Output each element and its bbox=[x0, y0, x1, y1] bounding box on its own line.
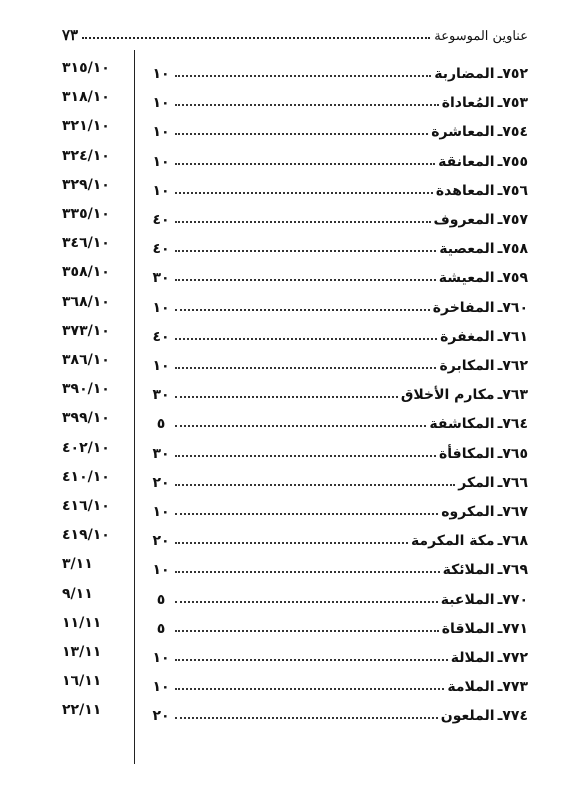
entry bbox=[150, 233, 528, 257]
entry-count: ٣٠ bbox=[152, 387, 170, 404]
volume-page-ref: ٣٨٦/١٠ bbox=[62, 352, 110, 368]
entry-number: ٧٦٠ـ bbox=[497, 299, 528, 316]
entry-count: ١٠ bbox=[152, 124, 170, 141]
entry-count: ١٠ bbox=[152, 562, 170, 579]
entry bbox=[150, 642, 528, 666]
entry-title: الملاقاة bbox=[441, 620, 495, 637]
entry-count: ٤٠ bbox=[152, 241, 170, 258]
dot-leader bbox=[175, 717, 438, 719]
entry-title: الملامة bbox=[447, 679, 495, 696]
dot-leader bbox=[175, 338, 437, 340]
list-item bbox=[0, 436, 580, 466]
dot-leader bbox=[175, 542, 408, 544]
volume-page-ref: ٣٢٤/١٠ bbox=[62, 147, 110, 164]
entry-title: المعيشة bbox=[438, 270, 495, 287]
entry-count: ٥ bbox=[156, 591, 166, 608]
entry bbox=[150, 321, 528, 345]
entry-title: الملائكة bbox=[442, 562, 495, 579]
entry-count: ٤٠ bbox=[152, 328, 170, 345]
volume-page-ref: ٣/١١ bbox=[62, 556, 93, 573]
entry-title: المكاشفة bbox=[429, 416, 495, 433]
entry-title: الملالة bbox=[450, 650, 495, 666]
entry bbox=[150, 262, 528, 286]
entry-number: ٧٥٩ـ bbox=[497, 270, 528, 287]
list-item bbox=[0, 114, 580, 144]
volume-page-ref: ١١/١١ bbox=[62, 614, 102, 631]
entry-count: ١٠ bbox=[152, 299, 170, 316]
entry-number: ٧٦٧ـ bbox=[497, 504, 528, 520]
entry-number: ٧٧٠ـ bbox=[497, 591, 528, 608]
entry-count: ١٠ bbox=[152, 650, 170, 666]
entry-count: ١٠ bbox=[152, 153, 170, 170]
entry-title: المكابرة bbox=[439, 358, 495, 374]
volume-page-ref: ٣٤٦/١٠ bbox=[62, 235, 110, 252]
list-item bbox=[0, 698, 580, 728]
entry-number: ٧٥٤ـ bbox=[497, 124, 528, 141]
dot-leader bbox=[175, 601, 438, 603]
entry-count: ٥ bbox=[156, 416, 166, 433]
entry-count: ٥ bbox=[156, 620, 166, 637]
entry bbox=[150, 292, 528, 316]
entry-count: ١٠ bbox=[152, 679, 170, 696]
entry-number: ٧٥٦ـ bbox=[497, 182, 528, 199]
entry-number: ٧٦٩ـ bbox=[497, 562, 528, 579]
list-item bbox=[0, 406, 580, 436]
volume-page-ref: ٣٢٩/١٠ bbox=[62, 176, 110, 193]
entry-number: ٧٦١ـ bbox=[497, 328, 528, 345]
dot-leader bbox=[175, 163, 435, 165]
entry-number: ٧٧٣ـ bbox=[497, 679, 528, 696]
entry-title: المعاهدة bbox=[435, 182, 495, 199]
volume-page-ref: ٤١٠/١٠ bbox=[62, 468, 110, 485]
dot-leader bbox=[175, 396, 398, 398]
dot-leader bbox=[175, 484, 455, 486]
entry-count: ٤٠ bbox=[152, 212, 170, 228]
entry-title: الملاعبة bbox=[440, 591, 495, 608]
volume-page-ref: ٣٧٣/١٠ bbox=[62, 322, 110, 339]
entry-number: ٧٦٤ـ bbox=[497, 416, 528, 433]
entry bbox=[150, 379, 528, 403]
dot-leader bbox=[175, 630, 439, 632]
entry-count: ١٠ bbox=[152, 358, 170, 374]
dot-leader bbox=[175, 192, 433, 194]
volume-page-ref: ٣١٨/١٠ bbox=[62, 89, 110, 106]
dot-leader bbox=[175, 513, 438, 515]
entry-title: المفاخرة bbox=[432, 299, 495, 316]
entry-title: الملعون bbox=[440, 708, 495, 725]
list-item bbox=[0, 348, 580, 378]
entry-title: المغفرة bbox=[440, 328, 495, 345]
entry-title: المُعاداة bbox=[441, 95, 495, 112]
entry bbox=[150, 116, 528, 140]
volume-page-ref: ٣٢١/١٠ bbox=[62, 118, 110, 135]
entry-number: ٧٦٢ـ bbox=[497, 358, 528, 374]
entry-count: ١٠ bbox=[152, 504, 170, 520]
dot-leader bbox=[175, 104, 439, 106]
list-item bbox=[0, 523, 580, 553]
dot-leader bbox=[175, 133, 428, 135]
entry bbox=[150, 146, 528, 170]
dot-leader bbox=[175, 250, 436, 252]
list-item bbox=[0, 144, 580, 174]
list-item bbox=[0, 552, 580, 582]
entry bbox=[150, 496, 528, 520]
header-dot-leader bbox=[82, 37, 430, 39]
entry bbox=[150, 58, 528, 82]
entry-number: ٧٦٦ـ bbox=[497, 474, 528, 491]
entry bbox=[150, 700, 528, 724]
volume-page-ref: ٣٦٨/١٠ bbox=[62, 293, 110, 310]
entry-count: ٢٠ bbox=[152, 533, 170, 550]
entry-title: المكر bbox=[458, 474, 495, 491]
entry bbox=[150, 467, 528, 491]
list-item bbox=[0, 56, 580, 86]
entry-title: المعروف bbox=[433, 212, 495, 228]
entry bbox=[150, 438, 528, 462]
volume-page-ref: ١٦/١١ bbox=[62, 673, 102, 690]
entry-number: ٧٥٥ـ bbox=[497, 153, 528, 170]
entry-count: ١٠ bbox=[152, 95, 170, 112]
list-item bbox=[0, 377, 580, 407]
entry bbox=[150, 204, 528, 228]
entry-number: ٧٧٤ـ bbox=[497, 708, 528, 725]
list-item bbox=[0, 290, 580, 320]
list-item bbox=[0, 494, 580, 524]
volume-page-ref: ١٣/١١ bbox=[62, 644, 102, 660]
entry-number: ٧٦٨ـ bbox=[497, 533, 528, 550]
entry-title: المضاربة bbox=[434, 66, 495, 82]
dot-leader bbox=[175, 455, 436, 457]
entry-title: المعاشرة bbox=[431, 124, 495, 141]
entry-count: ٢٠ bbox=[152, 708, 170, 725]
volume-page-ref: ٣٣٥/١٠ bbox=[62, 206, 110, 222]
entry-number: ٧٦٥ـ bbox=[497, 445, 528, 462]
entry-count: ٢٠ bbox=[152, 474, 170, 491]
volume-page-ref: ٣٩٩/١٠ bbox=[62, 410, 110, 427]
volume-page-ref: ٤١٩/١٠ bbox=[62, 527, 110, 544]
dot-leader bbox=[175, 221, 431, 223]
list-item bbox=[0, 202, 580, 232]
dot-leader bbox=[175, 425, 426, 427]
entry bbox=[150, 350, 528, 374]
entry-number: ٧٥٣ـ bbox=[497, 95, 528, 112]
entry-title: المكروه bbox=[441, 504, 495, 520]
list-item bbox=[0, 582, 580, 612]
entry-title: المعانقة bbox=[438, 153, 495, 170]
entry bbox=[150, 613, 528, 637]
volume-page-ref: ٣٩٠/١٠ bbox=[62, 381, 110, 398]
entry-number: ٧٥٧ـ bbox=[497, 212, 528, 228]
entry-number: ٧٧٢ـ bbox=[497, 650, 528, 666]
volume-page-ref: ٩/١١ bbox=[62, 585, 93, 602]
dot-leader bbox=[175, 659, 448, 661]
entry-count: ١٠ bbox=[152, 66, 170, 82]
list-item bbox=[0, 85, 580, 115]
entry-count: ٣٠ bbox=[152, 445, 170, 462]
list-item bbox=[0, 465, 580, 495]
dot-leader bbox=[175, 571, 440, 573]
entry bbox=[150, 175, 528, 199]
list-item bbox=[0, 640, 580, 670]
entry bbox=[150, 408, 528, 432]
entry-title: المكافأة bbox=[439, 445, 495, 462]
entry bbox=[150, 584, 528, 608]
dot-leader bbox=[175, 75, 431, 77]
running-title: عناوين الموسوعة bbox=[434, 29, 528, 44]
list-item bbox=[0, 669, 580, 699]
entry-title: مكة المكرمة bbox=[410, 533, 495, 550]
list-item bbox=[0, 173, 580, 203]
list-item bbox=[0, 611, 580, 641]
volume-page-ref: ٤٠٢/١٠ bbox=[62, 439, 110, 456]
entry-title: مكارم الأخلاق bbox=[400, 387, 495, 404]
entry bbox=[150, 554, 528, 578]
entry-number: ٧٧١ـ bbox=[497, 620, 528, 637]
entry bbox=[150, 87, 528, 111]
volume-page-ref: ٣١٥/١٠ bbox=[62, 60, 110, 76]
page-header bbox=[62, 18, 528, 44]
entry-title: المعصية bbox=[439, 241, 495, 258]
entry-count: ١٠ bbox=[152, 182, 170, 199]
dot-leader bbox=[175, 367, 436, 369]
entry-count: ٣٠ bbox=[152, 270, 170, 287]
volume-page-ref: ٤١٦/١٠ bbox=[62, 498, 110, 514]
dot-leader bbox=[175, 688, 444, 690]
page-number: ٧٣ bbox=[62, 26, 79, 44]
dot-leader bbox=[175, 279, 436, 281]
entry bbox=[150, 671, 528, 695]
volume-page-ref: ٢٢/١١ bbox=[62, 702, 102, 719]
volume-page-ref: ٣٥٨/١٠ bbox=[62, 264, 110, 281]
entry-number: ٧٥٨ـ bbox=[497, 241, 528, 258]
list-item bbox=[0, 260, 580, 290]
list-item bbox=[0, 319, 580, 349]
list-item bbox=[0, 231, 580, 261]
dot-leader bbox=[175, 309, 430, 311]
entry-number: ٧٥٢ـ bbox=[497, 66, 528, 82]
entry bbox=[150, 525, 528, 549]
entry-number: ٧٦٣ـ bbox=[497, 387, 528, 404]
